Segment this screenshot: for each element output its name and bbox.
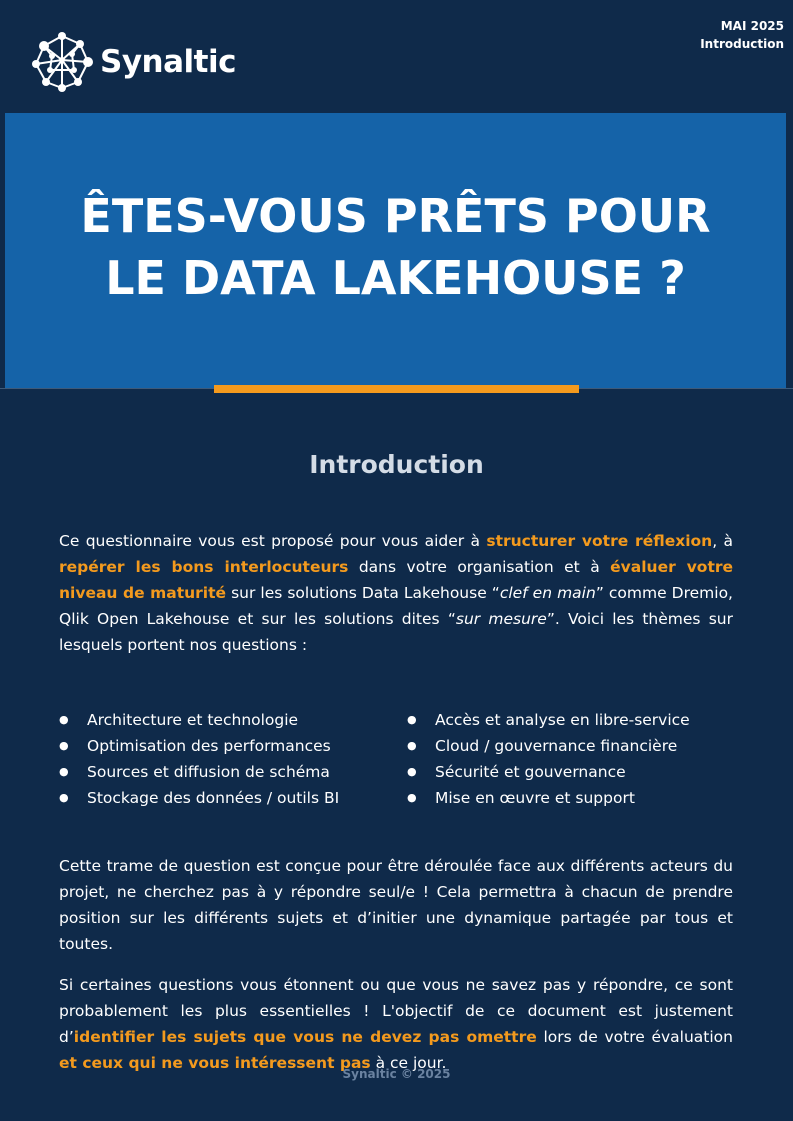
text-run: ”. Voici les thèmes sur lesquels portent nos questions : [59, 610, 733, 654]
usage-paragraph: Cette trame de question est conçue pour être déroulée face aux différents acteurs du projet, ne cherchez pas à y répondre seul/e ! Cela permettra à chacun de prendre position sur les différents sujets et d’initier une dynamique partagée par tous et toutes. [59, 857, 733, 953]
theme-item: ● Sources et diffusion de schéma [59, 759, 407, 785]
theme-item: ● Sécurité et gouvernance [407, 759, 690, 785]
highlight-text: et ceux qui ne vous intéressent pas [59, 1054, 371, 1072]
highlight-text: identifier les sujets que vous ne devez pas omettre [73, 1028, 537, 1046]
italic-text: clef en main [499, 584, 596, 602]
text-run: Si certaines questions vous étonnent ou que vous ne savez pas y répondre, ce sont probablement les plus essentielles ! L'objectif de ce document est justement d’ [59, 976, 733, 1046]
text-run: dans votre organisation et à [348, 558, 611, 576]
title-line-2: LE DATA LAKEHOUSE ? [105, 251, 686, 305]
title-line-1: ÊTES-VOUS PRÊTS POUR [80, 189, 711, 243]
highlight-text: structurer votre réflexion [486, 532, 713, 550]
themes-column-right [407, 707, 690, 811]
theme-item: ● Architecture et technologie [59, 707, 407, 733]
themes-list [59, 707, 749, 811]
text-run: Ce questionnaire vous est proposé pour vous aider à [59, 532, 487, 550]
logo-wordmark: Synaltic [100, 44, 236, 80]
theme-item: ● Optimisation des performances [59, 733, 407, 759]
theme-item: ● Accès et analyse en libre-service [407, 707, 690, 733]
text-run: sur les solutions Data Lakehouse “ [226, 584, 500, 602]
text-run: ” comme Dremio, Qlik Open Lakehouse et sur les solutions dites “ [59, 584, 733, 628]
intro-paragraph [59, 528, 733, 658]
header-meta [700, 17, 784, 53]
italic-text: sur mesure [455, 610, 547, 628]
title-banner [5, 113, 786, 388]
footer-copyright: Synaltic © 2025 [342, 1067, 451, 1081]
highlight-text: évaluer votre niveau de maturité [59, 558, 734, 602]
themes-column-left [59, 707, 407, 811]
objective-paragraph [59, 972, 733, 1076]
theme-item: ● Stockage des données / outils BI [59, 785, 407, 811]
text-run: , à [712, 532, 733, 550]
document-date: MAI 2025 [720, 19, 784, 33]
text-run: à ce jour. [370, 1054, 447, 1072]
theme-item: ● Cloud / gouvernance financière [407, 733, 690, 759]
accent-bar [214, 385, 579, 393]
page-title [5, 185, 786, 309]
section-heading: Introduction [309, 450, 484, 479]
text-run: lors de votre évaluation [536, 1028, 733, 1046]
highlight-text: repérer les bons interlocuteurs [59, 558, 349, 576]
network-logo-icon [28, 28, 96, 96]
synaltic-logo [28, 28, 236, 96]
document-section: Introduction [700, 37, 784, 51]
theme-item: ● Mise en œuvre et support [407, 785, 690, 811]
